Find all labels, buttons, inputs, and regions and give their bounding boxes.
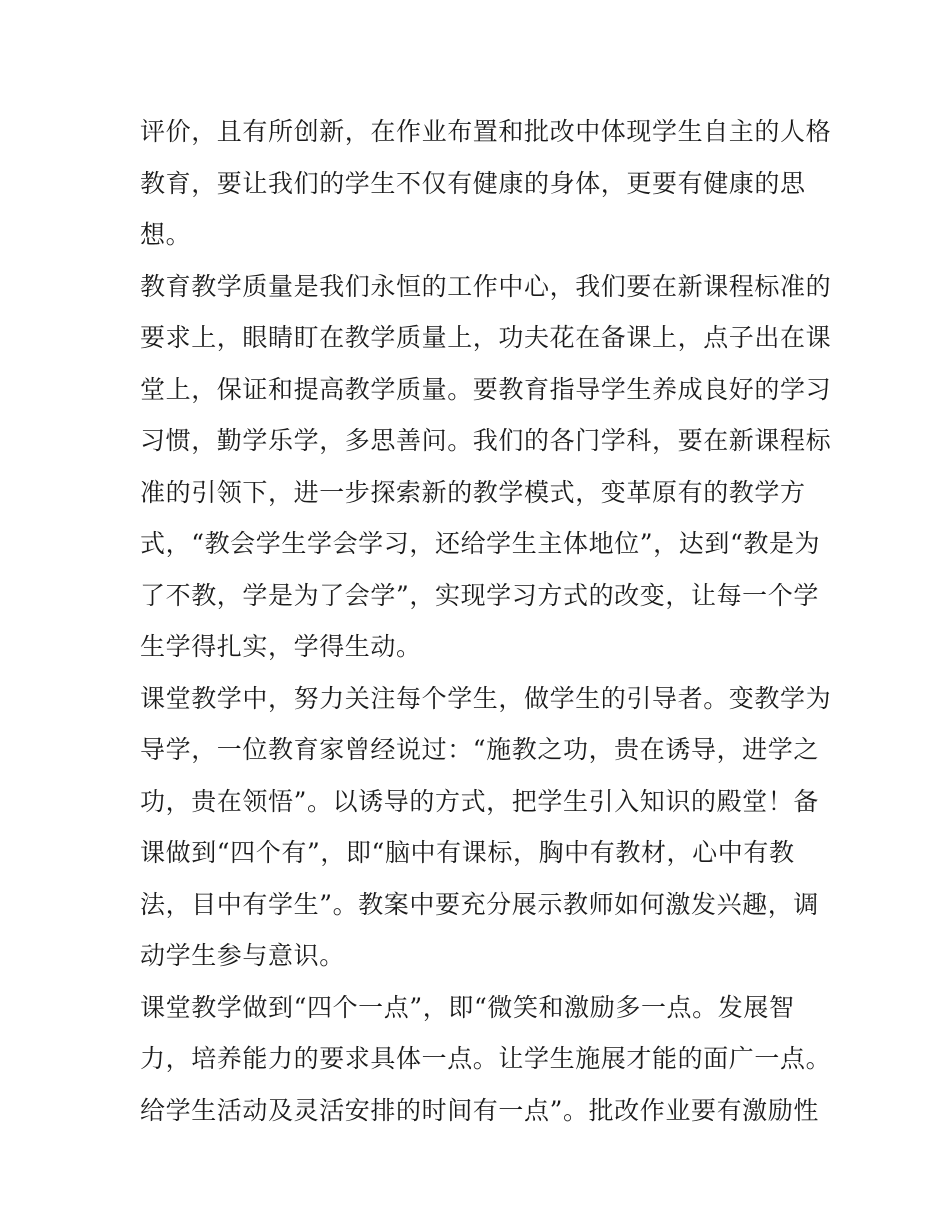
text-line: 习惯，勤学乐学，多思善问。我们的各门学科，要在新课程标 (140, 426, 832, 455)
text-line: 力，培养能力的要求具体一点。让学生施展才能的面广一点。 (140, 1044, 832, 1073)
text-line: 要求上，眼睛盯在教学质量上，功夫花在备课上，点子出在课 (140, 323, 832, 352)
text-line: 准的引领下，进一步探索新的教学模式，变革原有的教学方 (140, 477, 806, 507)
text-line: 评价，且有所创新，在作业布置和批改中体现学生自主的人格 (140, 117, 832, 146)
text-line: 导学，一位教育家曾经说过：“施教之功，贵在诱导，进学之 (140, 735, 819, 764)
text-line: 法，目中有学生”。教案中要充分展示教师如何激发兴趣，调 (140, 889, 819, 919)
text-line: 式，“教会学生学会学习，还给学生主体地位”，达到“教是为 (140, 529, 821, 558)
text-line: 功，贵在领悟”。以诱导的方式，把学生引入知识的殿堂！备 (140, 786, 819, 816)
text-line: 课堂教学做到“四个一点”，即“微笑和激励多一点。发展智 (140, 992, 795, 1022)
text-line: 教育教学质量是我们永恒的工作中心，我们要在新课程标准的 (140, 271, 832, 301)
text-line: 堂上，保证和提高教学质量。要教育指导学生养成良好的学习 (140, 374, 832, 404)
text-line: 生学得扎实，学得生动。 (140, 632, 422, 661)
text-line: 了不教，学是为了会学”，实现学习方式的改变，让每一个学 (140, 580, 819, 610)
text-line: 给学生活动及灵活安排的时间有一点”。批改作业要有激励性 (140, 1095, 819, 1125)
text-line: 教育，要让我们的学生不仅有健康的身体，更要有健康的思 (140, 168, 806, 198)
text-line: 想。 (140, 220, 192, 249)
text-line: 动学生参与意识。 (140, 941, 345, 970)
text-line: 课堂教学中，努力关注每个学生，做学生的引导者。变教学为 (140, 683, 832, 713)
text-line: 课做到“四个有”，即“脑中有课标，胸中有教材，心中有教 (140, 838, 795, 867)
body-text (140, 106, 832, 1136)
